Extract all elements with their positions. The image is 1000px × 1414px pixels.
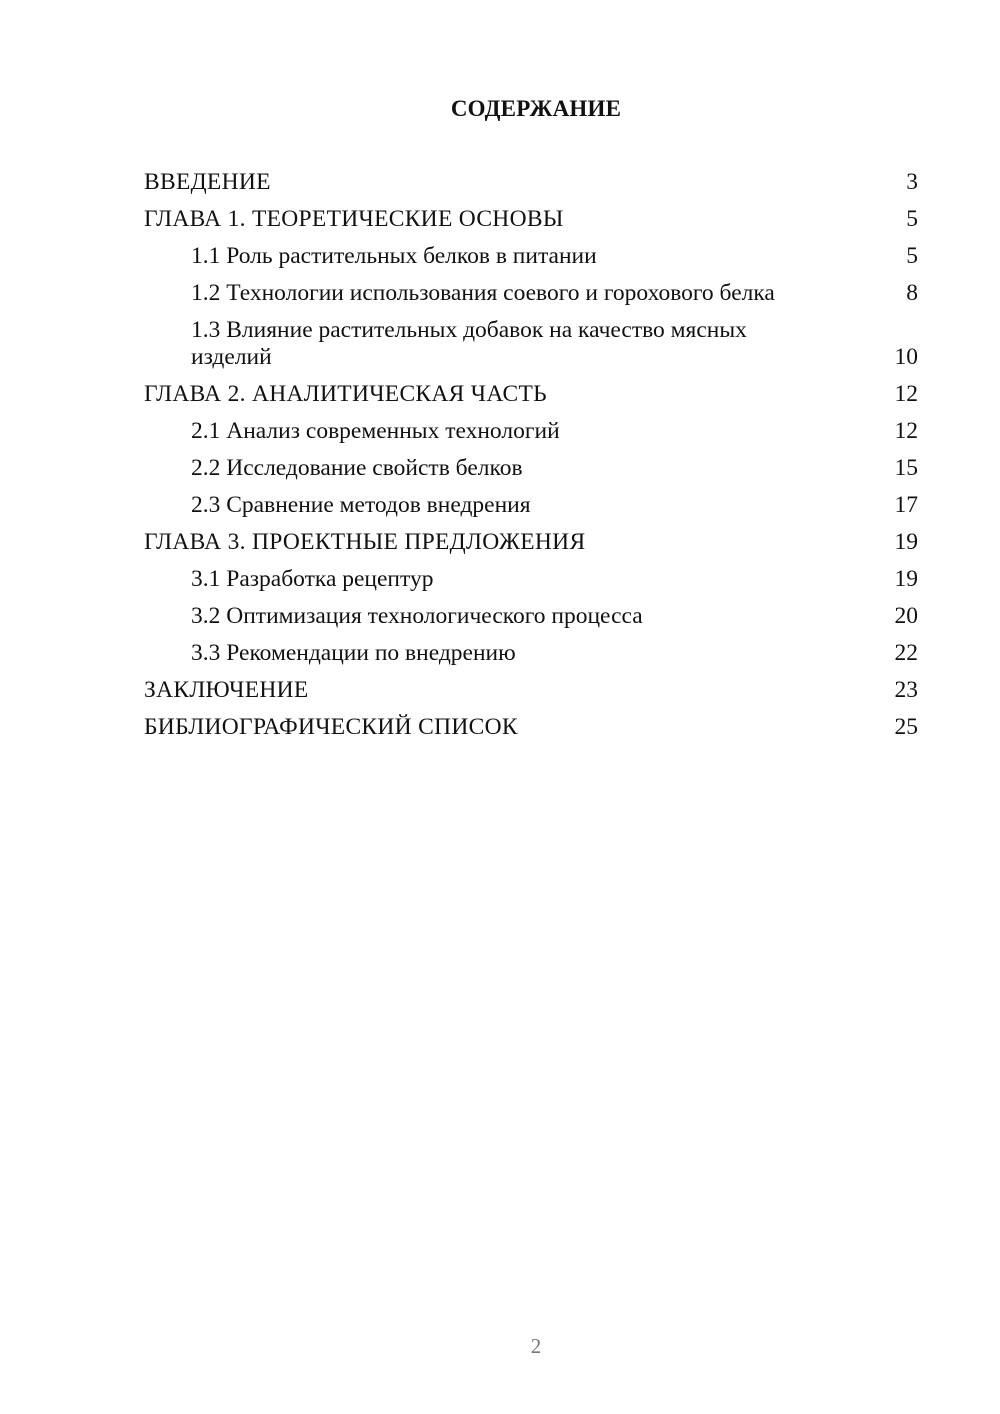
toc-entry-page: 17	[894, 492, 918, 518]
toc-entry-conclusion[interactable]	[144, 677, 918, 704]
toc-entry-label: ГЛАВА 1. ТЕОРЕТИЧЕСКИЕ ОСНОВЫ	[144, 206, 564, 232]
toc-entry-chapter-3[interactable]	[144, 529, 918, 556]
toc-entry-label: ВВЕДЕНИЕ	[144, 169, 271, 195]
toc-entry-page: 5	[906, 206, 918, 232]
page-title: СОДЕРЖАНИЕ	[450, 96, 622, 121]
toc-entry-chapter-1[interactable]	[144, 206, 918, 233]
toc-entry-page: 23	[894, 677, 918, 703]
toc-entry-section-3-3[interactable]	[144, 640, 918, 667]
page-number: 2	[530, 1334, 542, 1358]
toc-entry-label: 1.3 Влияние растительных добавок на качество мясных изделий	[191, 317, 747, 370]
toc-entry-label: 2.2 Исследование свойств белков	[191, 455, 523, 481]
toc-entry-label: 1.1 Роль растительных белков в питании	[191, 243, 597, 269]
toc-entry-page: 19	[894, 566, 918, 592]
toc-entry-page: 19	[894, 529, 918, 555]
toc-entry-label: БИБЛИОГРАФИЧЕСКИЙ СПИСОК	[144, 714, 518, 740]
toc-entry-label: 3.3 Рекомендации по внедрению	[191, 640, 516, 666]
toc-entry-label: ЗАКЛЮЧЕНИЕ	[144, 677, 309, 703]
toc-entry-section-2-1[interactable]	[144, 418, 918, 445]
toc-entry-section-1-2[interactable]	[144, 280, 918, 307]
toc-entry-page: 5	[906, 243, 918, 269]
toc-entry-page: 3	[906, 169, 918, 195]
toc-entry-label: ГЛАВА 2. АНАЛИТИЧЕСКАЯ ЧАСТЬ	[144, 381, 547, 407]
toc-entry-chapter-2[interactable]	[144, 381, 918, 408]
toc-entry-label: ГЛАВА 3. ПРОЕКТНЫЕ ПРЕДЛОЖЕНИЯ	[144, 529, 586, 555]
toc-entry-section-1-1[interactable]	[144, 243, 918, 270]
toc-entry-page: 12	[894, 418, 918, 444]
toc-entry-page: 22	[894, 640, 918, 666]
toc-entry-section-2-2[interactable]	[144, 455, 918, 482]
toc-entry-label: 1.2 Технологии использования соевого и горохового белка	[191, 280, 775, 306]
toc-entry-introduction[interactable]	[144, 169, 918, 196]
toc-entry-page: 10	[894, 344, 918, 370]
toc-entry-section-3-1[interactable]	[144, 566, 918, 593]
toc-entry-label: 2.3 Сравнение методов внедрения	[191, 492, 531, 518]
toc-entry-page: 12	[894, 381, 918, 407]
toc-entry-section-2-3[interactable]	[144, 492, 918, 519]
toc-entry-section-1-3[interactable]	[144, 317, 918, 371]
toc-entry-page: 8	[906, 280, 918, 306]
toc-entry-page: 25	[894, 714, 918, 740]
toc-entry-page: 15	[894, 455, 918, 481]
toc-entry-page: 20	[894, 603, 918, 629]
toc-entry-label: 3.2 Оптимизация технологического процесса	[191, 603, 643, 629]
toc-entry-bibliography[interactable]	[144, 714, 918, 741]
table-of-contents	[144, 169, 918, 751]
toc-entry-label: 2.1 Анализ современных технологий	[191, 418, 560, 444]
toc-entry-label: 3.1 Разработка рецептур	[191, 566, 434, 592]
toc-entry-section-3-2[interactable]	[144, 603, 918, 630]
